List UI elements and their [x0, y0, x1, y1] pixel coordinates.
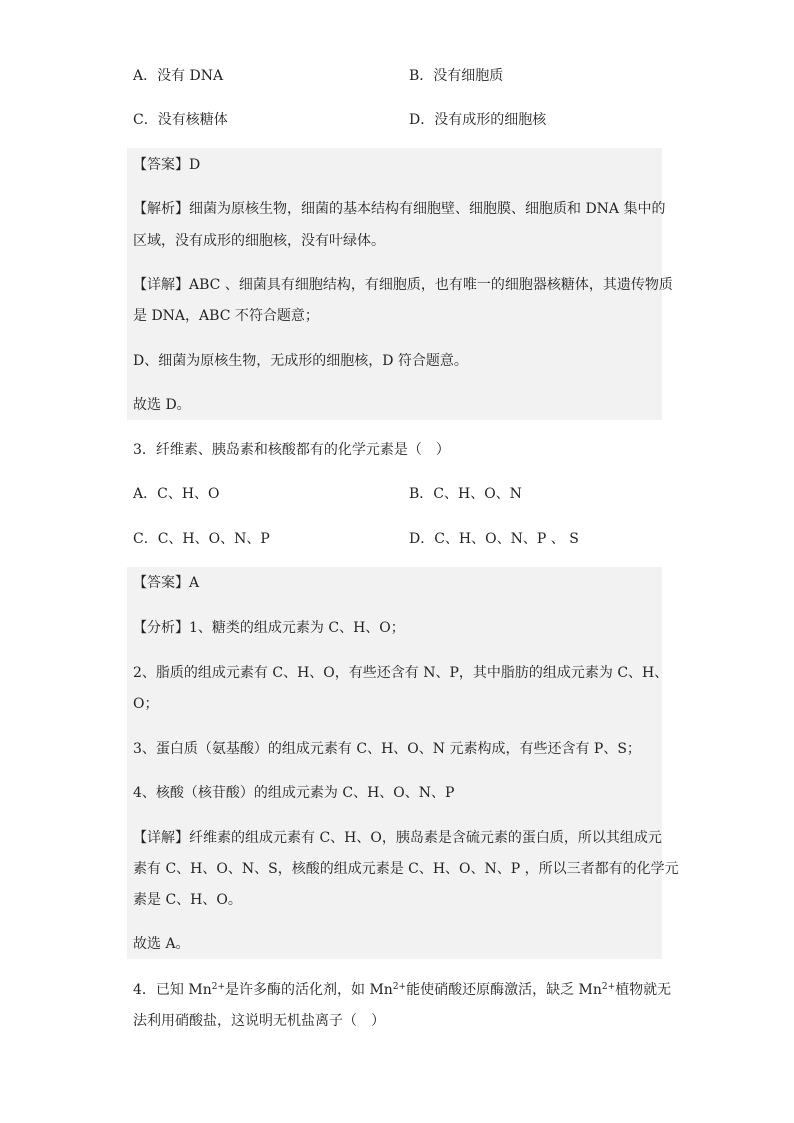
q2-option-c: C．没有核糖体: [133, 112, 228, 128]
q2-analysis-line-1: 【解析】细菌为原核生物，细菌的基本结构有细胞壁、细胞膜、细胞质和 DNA 集中的: [133, 201, 666, 217]
q3-detail-line-2: 素有 C、H、O、N、S，核酸的组成元素是 C、H、O、N、P ，所以三者都有的化学元: [133, 861, 679, 877]
q3-option-c: C．C、H、O、N、P: [133, 531, 270, 547]
q4-stem-part-2: 是许多酶的活化剂，如 Mn: [225, 982, 393, 998]
q2-detail-line-2: 是 DNA，ABC 不符合题意；: [133, 308, 319, 324]
q2-analysis-line-2: 区域，没有成形的细胞核，没有叶绿体。: [133, 233, 385, 249]
q3-analysis-line-1: 【分析】1、糖类的组成元素为 C、H、O；: [133, 620, 405, 636]
q2-answer: 【答案】D: [133, 157, 201, 173]
q2-detail-line-1: 【详解】ABC 、细菌具有细胞结构，有细胞质，也有唯一的细胞器核糖体，其遗传物质: [133, 277, 673, 293]
q3-option-b: B．C、H、O、N: [409, 486, 522, 502]
q2-option-b: B．没有细胞质: [409, 68, 504, 84]
q3-choose: 故选 A。: [133, 936, 190, 952]
q3-option-d: D．C、H、O、N、P 、 S: [409, 531, 579, 547]
q4-superscript-3: 2+: [601, 982, 616, 992]
q4-stem-part-4: 植物就无: [615, 982, 672, 998]
q3-option-a: A．C、H、O: [133, 486, 220, 502]
q2-detail-line-3: D、细菌为原核生物，无成形的细胞核，D 符合题意。: [133, 353, 468, 369]
q3-detail-line-1: 【详解】纤维素的组成元素有 C、H、O，胰岛素是含硫元素的蛋白质，所以其组成元: [133, 830, 662, 846]
q3-analysis-line-2b: O；: [133, 696, 159, 712]
q4-stem-part-3: 能使硝酸还原酶激活，缺乏 Mn: [406, 982, 602, 998]
q2-choose: 故选 D。: [133, 397, 191, 413]
q3-analysis-line-4: 4、核酸（核苷酸）的组成元素为 C、H、O、N、P: [133, 785, 455, 801]
q4-superscript-2: 2+: [392, 982, 407, 992]
q3-answer: 【答案】A: [133, 575, 200, 591]
q3-analysis-line-2: 2、脂质的组成元素有 C、H、O，有些还含有 N、P，其中脂肪的组成元素为 C、H、: [133, 665, 669, 681]
q3-analysis-line-3: 3、蛋白质（氨基酸）的组成元素有 C、H、O、N 元素构成，有些还含有 P、S；: [133, 741, 641, 757]
q3-stem: 3．纤维素、胰岛素和核酸都有的化学元素是（ ）: [133, 442, 450, 458]
q2-option-d: D．没有成形的细胞核: [409, 112, 547, 128]
q4-stem-line-2: 法利用硝酸盐，这说明无机盐离子（ ）: [133, 1013, 385, 1029]
q3-detail-line-3: 素是 C、H、O。: [133, 892, 242, 908]
q4-superscript-1: 2+: [211, 982, 225, 992]
q2-option-a: A．没有 DNA: [133, 68, 224, 84]
q4-stem-line-1: [133, 980, 671, 1000]
q4-stem-part-1: 4．已知 Mn: [133, 982, 212, 998]
